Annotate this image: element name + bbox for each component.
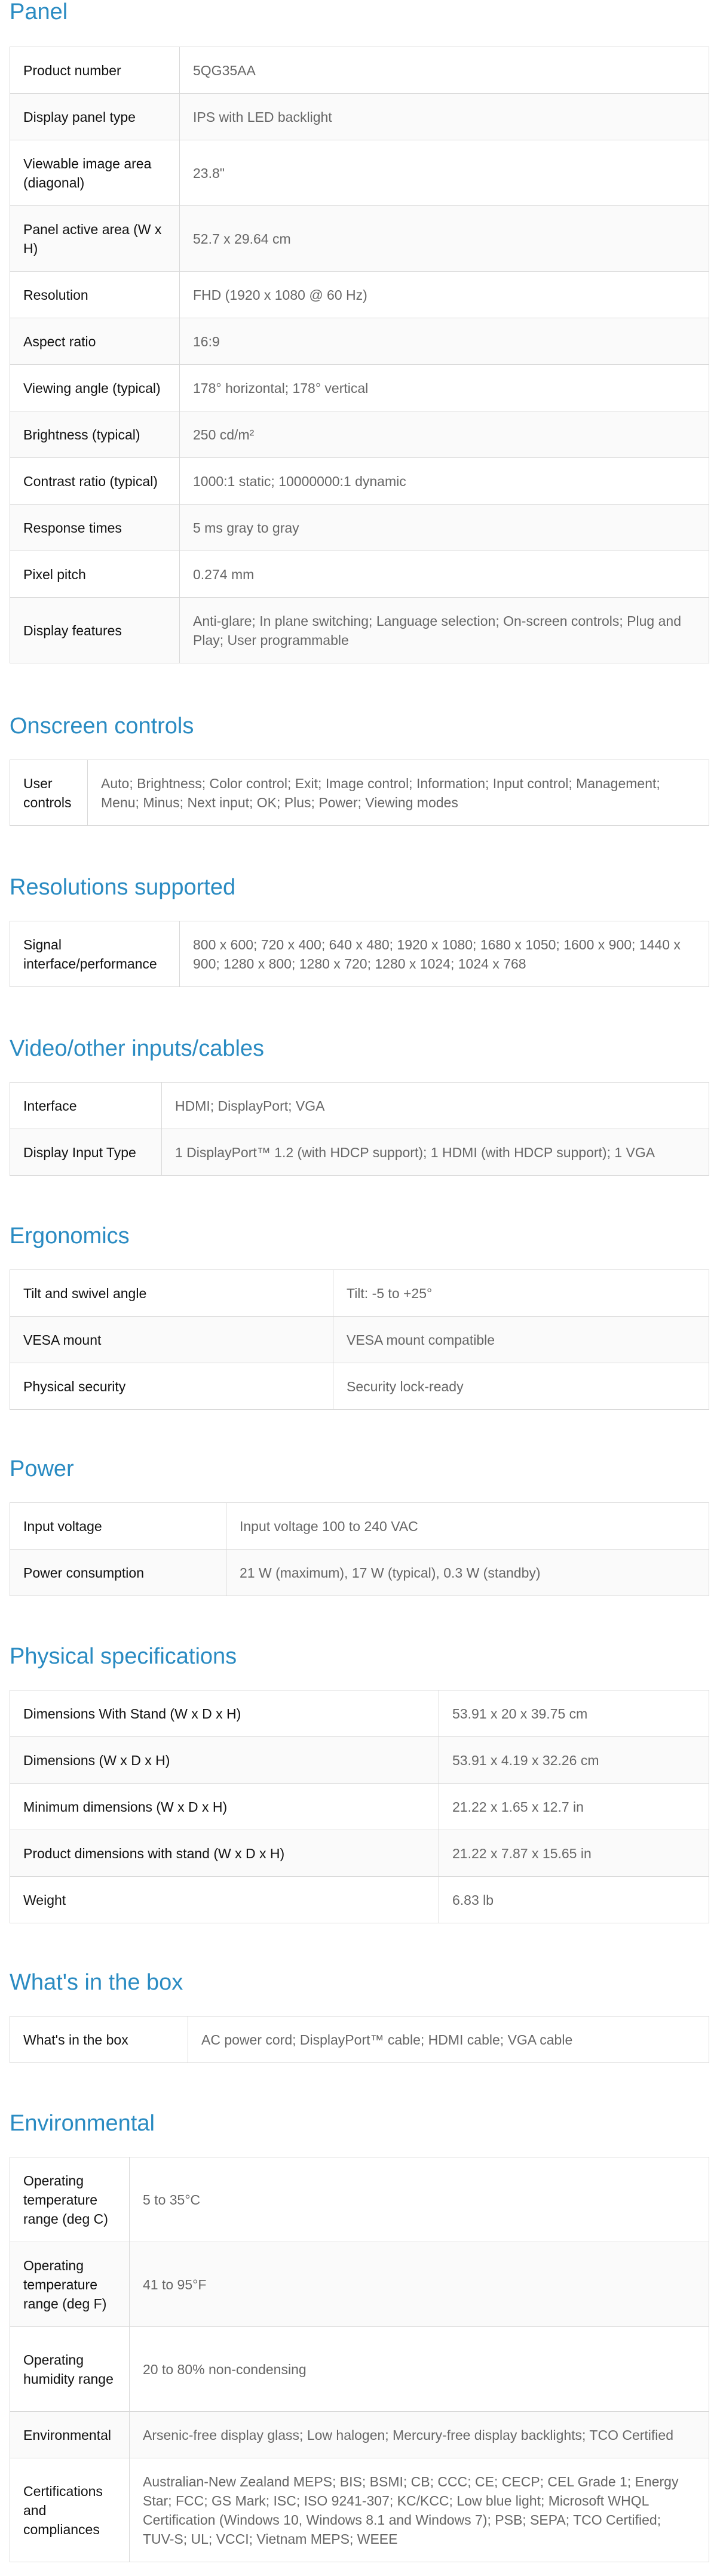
spec-value: 21.22 x 1.65 x 12.7 in xyxy=(439,1784,709,1830)
table-row xyxy=(10,1550,709,1596)
spec-label: Viewing angle (typical) xyxy=(10,365,180,411)
spec-label: Pixel pitch xyxy=(10,551,180,598)
spec-value: 16:9 xyxy=(180,318,709,365)
table-row xyxy=(10,1317,709,1363)
spec-value: Tilt: -5 to +25° xyxy=(333,1270,709,1317)
table-row xyxy=(10,140,709,206)
table-row xyxy=(10,1503,709,1550)
spec-value: 250 cd/m² xyxy=(180,411,709,458)
table-row xyxy=(10,598,709,663)
table-row xyxy=(10,1737,709,1784)
section-title: Onscreen controls xyxy=(10,714,194,739)
spec-label: Viewable image area (diagonal) xyxy=(10,140,180,206)
spec-label: Operating temperature range (deg C) xyxy=(10,2157,130,2242)
table-row xyxy=(10,1363,709,1410)
spec-label: Weight xyxy=(10,1877,439,1923)
section-title: Physical specifications xyxy=(10,1644,237,1669)
spec-label: What's in the box xyxy=(10,2016,188,2063)
spec-value: 1000:1 static; 10000000:1 dynamic xyxy=(180,458,709,505)
spec-value: AC power cord; DisplayPort™ cable; HDMI cable; VGA cable xyxy=(188,2016,709,2063)
spec-value: 21 W (maximum), 17 W (typical), 0.3 W (standby) xyxy=(226,1550,709,1596)
table-row xyxy=(10,1784,709,1830)
section-title: Ergonomics xyxy=(10,1224,130,1249)
spec-value: 23.8" xyxy=(180,140,709,206)
spec-value: 53.91 x 20 x 39.75 cm xyxy=(439,1690,709,1737)
spec-table-power xyxy=(10,1502,709,1596)
spec-label: Input voltage xyxy=(10,1503,226,1550)
spec-label: User controls xyxy=(10,760,88,826)
spec-label: Operating humidity range xyxy=(10,2327,130,2412)
spec-table-resolutions xyxy=(10,921,709,987)
spec-value: Arsenic-free display glass; Low halogen; Mercury-free display backlights; TCO Certified xyxy=(130,2412,709,2458)
spec-label: VESA mount xyxy=(10,1317,333,1363)
table-row xyxy=(10,272,709,318)
spec-label: Contrast ratio (typical) xyxy=(10,458,180,505)
spec-label: Resolution xyxy=(10,272,180,318)
spec-label: Aspect ratio xyxy=(10,318,180,365)
section-power xyxy=(10,1456,709,1581)
table-row xyxy=(10,1270,709,1317)
table-row xyxy=(10,1830,709,1877)
spec-value: VESA mount compatible xyxy=(333,1317,709,1363)
section-title: Panel xyxy=(10,0,68,24)
spec-value: 20 to 80% non-condensing xyxy=(130,2327,709,2412)
spec-label: Display panel type xyxy=(10,94,180,140)
table-row xyxy=(10,2016,709,2063)
table-row xyxy=(10,2157,709,2242)
spec-value: 178° horizontal; 178° vertical xyxy=(180,365,709,411)
spec-value: 52.7 x 29.64 cm xyxy=(180,206,709,272)
spec-value: FHD (1920 x 1080 @ 60 Hz) xyxy=(180,272,709,318)
table-row xyxy=(10,2458,709,2562)
spec-label: Product dimensions with stand (W x D x H) xyxy=(10,1830,439,1877)
section-onscreen-controls xyxy=(10,714,709,810)
spec-label: Display Input Type xyxy=(10,1129,162,1176)
spec-value: 5QG35AA xyxy=(180,47,709,94)
section-title: Video/other inputs/cables xyxy=(10,1036,265,1061)
table-row xyxy=(10,365,709,411)
table-row xyxy=(10,760,709,826)
spec-label: Physical security xyxy=(10,1363,333,1410)
table-row xyxy=(10,1129,709,1176)
table-row xyxy=(10,505,709,551)
section-panel xyxy=(10,0,709,648)
spec-table-environmental xyxy=(10,2157,709,2562)
table-row xyxy=(10,94,709,140)
spec-label: Operating temperature range (deg F) xyxy=(10,2242,130,2327)
spec-table-box xyxy=(10,2016,709,2063)
section-whats-in-the-box xyxy=(10,1970,709,2048)
spec-value: 5 to 35°C xyxy=(130,2157,709,2242)
section-video-inputs xyxy=(10,1036,709,1160)
spec-value: IPS with LED backlight xyxy=(180,94,709,140)
spec-label: Power consumption xyxy=(10,1550,226,1596)
table-row xyxy=(10,411,709,458)
spec-table-onscreen-controls xyxy=(10,760,709,826)
spec-value: 41 to 95°F xyxy=(130,2242,709,2327)
spec-value: 21.22 x 7.87 x 15.65 in xyxy=(439,1830,709,1877)
spec-label: Response times xyxy=(10,505,180,551)
spec-label: Environmental xyxy=(10,2412,130,2458)
spec-value: Anti-glare; In plane switching; Language selection; On-screen controls; Plug and Play; User programmable xyxy=(180,598,709,663)
section-physical-specifications xyxy=(10,1644,709,1908)
spec-label: Tilt and swivel angle xyxy=(10,1270,333,1317)
spec-table-physical xyxy=(10,1690,709,1923)
spec-value: 1 DisplayPort™ 1.2 (with HDCP support); 1 HDMI (with HDCP support); 1 VGA xyxy=(162,1129,709,1176)
spec-label: Brightness (typical) xyxy=(10,411,180,458)
section-title: Environmental xyxy=(10,2111,155,2136)
spec-value: Input voltage 100 to 240 VAC xyxy=(226,1503,709,1550)
spec-label: Dimensions (W x D x H) xyxy=(10,1737,439,1784)
spec-label: Interface xyxy=(10,1083,162,1129)
table-row xyxy=(10,2412,709,2458)
table-row xyxy=(10,921,709,987)
spec-value: HDMI; DisplayPort; VGA xyxy=(162,1083,709,1129)
spec-value: 6.83 lb xyxy=(439,1877,709,1923)
spec-table-ergonomics xyxy=(10,1269,709,1410)
spec-label: Minimum dimensions (W x D x H) xyxy=(10,1784,439,1830)
section-title: Power xyxy=(10,1456,74,1481)
section-environmental xyxy=(10,2111,709,2547)
table-row xyxy=(10,2242,709,2327)
spec-table-panel xyxy=(10,47,709,663)
table-row xyxy=(10,318,709,365)
table-row xyxy=(10,1690,709,1737)
spec-value: Australian-New Zealand MEPS; BIS; BSMI; CB; CCC; CE; CECP; CEL Grade 1; Energy Star; FCC; GS Mark; ISC; ISO 9241-307; KC/KCC; Low blue light; Microsoft WHQL Certification (Windows 10, Windows 8.1 and Windows 7); PSB; SEPA; TCO Certified; TUV-S; UL; VCCI; Vietnam MEPS; WEEE xyxy=(130,2458,709,2562)
spec-label: Panel active area (W x H) xyxy=(10,206,180,272)
spec-label: Signal interface/performance xyxy=(10,921,180,987)
spec-value: Security lock-ready xyxy=(333,1363,709,1410)
spec-value: 5 ms gray to gray xyxy=(180,505,709,551)
table-row xyxy=(10,47,709,94)
spec-value: 0.274 mm xyxy=(180,551,709,598)
spec-label: Certifications and compliances xyxy=(10,2458,130,2562)
spec-label: Product number xyxy=(10,47,180,94)
section-title: What's in the box xyxy=(10,1970,183,1995)
spec-label: Dimensions With Stand (W x D x H) xyxy=(10,1690,439,1737)
section-ergonomics xyxy=(10,1224,709,1394)
table-row xyxy=(10,1877,709,1923)
table-row xyxy=(10,1083,709,1129)
spec-value: Auto; Brightness; Color control; Exit; Image control; Information; Input control; Management; Menu; Minus; Next input; OK; Plus; Power; Viewing modes xyxy=(88,760,709,826)
section-resolutions-supported xyxy=(10,875,709,972)
table-row xyxy=(10,458,709,505)
section-title: Resolutions supported xyxy=(10,875,236,900)
table-row xyxy=(10,206,709,272)
table-row xyxy=(10,2327,709,2412)
spec-value: 53.91 x 4.19 x 32.26 cm xyxy=(439,1737,709,1784)
table-row xyxy=(10,551,709,598)
spec-label: Display features xyxy=(10,598,180,663)
spec-value: 800 x 600; 720 x 400; 640 x 480; 1920 x 1080; 1680 x 1050; 1600 x 900; 1440 x 900; 1280 x 800; 1280 x 720; 1280 x 1024; 1024 x 768 xyxy=(180,921,709,987)
spec-table-video-inputs xyxy=(10,1082,709,1176)
